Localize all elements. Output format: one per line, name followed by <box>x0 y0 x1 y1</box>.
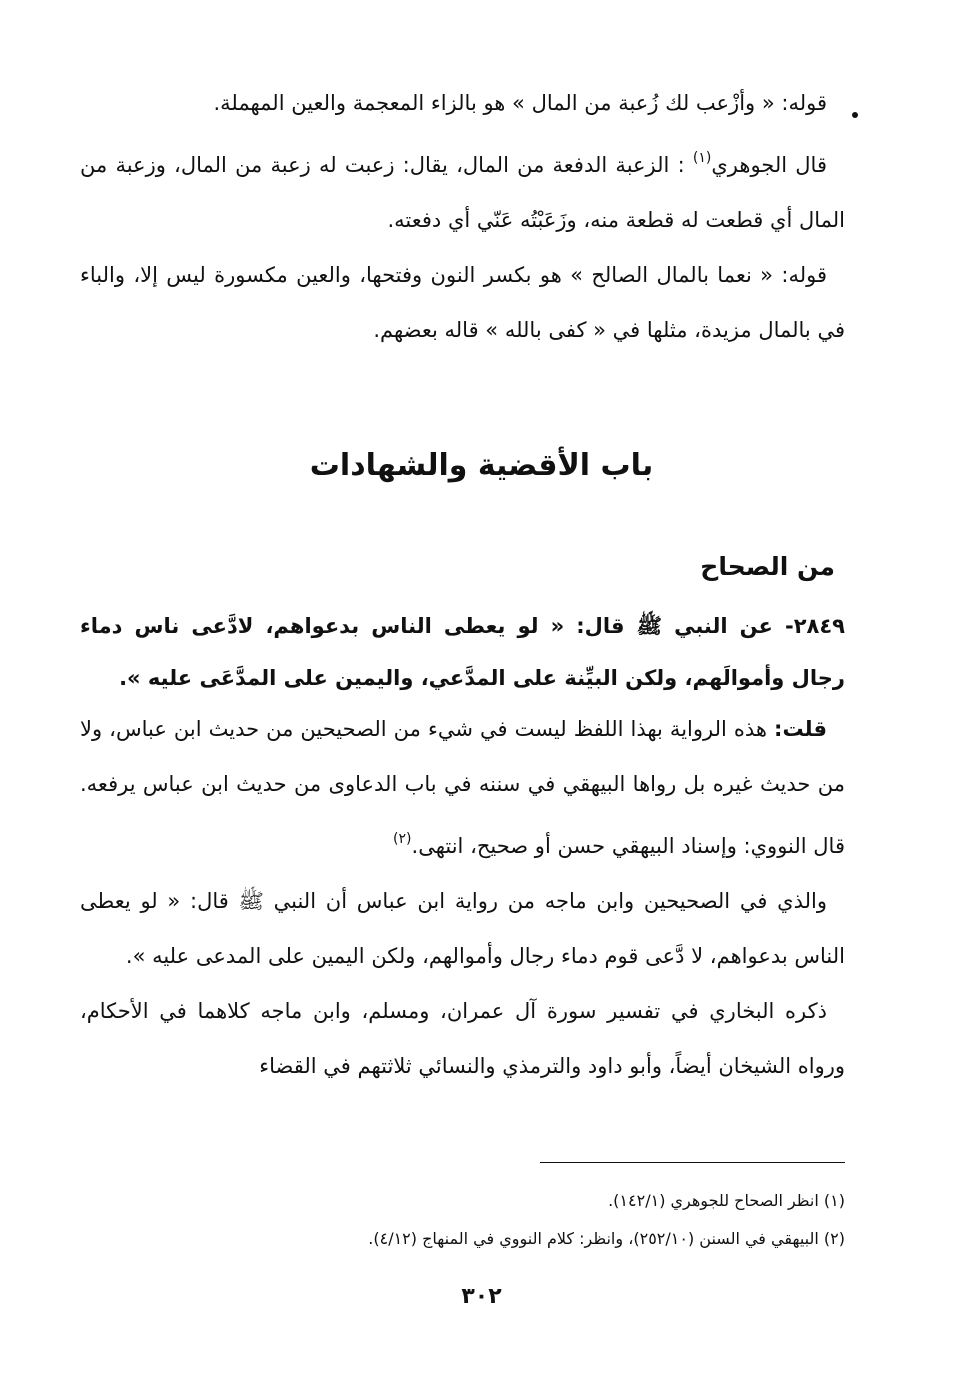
footnotes <box>80 1182 845 1258</box>
footnote-ref-1[interactable]: (١) <box>692 150 712 166</box>
note-line-3: قوله: « نعما بالمال الصالح » هو بكسر النون وفتحها، والعين مكسورة ليس إلا، والباء في بالمال مزيدة، مثلها في « كفى بالله » قاله بعضهم. <box>80 263 845 342</box>
commentary-para-3: ذكره البخاري في تفسير سورة آل عمران، ومسلم، وابن ماجه كلاهما في الأحكام، ورواه الشيخان أيضاً، وأبو داود والترمذي والنسائي ثلاثتهم في القضاء <box>80 999 845 1078</box>
commentary-para-1-text: هذه الرواية بهذا اللفظ ليست في شيء من الصحيحين من حديث ابن عباس، ولا من حديث غيره بل رواها البيهقي في سننه في باب الدعاوى من حديث ابن عباس يرفعه. قال النووي: وإسناد البيهقي حسن أو صحيح، انتهى. <box>80 717 845 858</box>
page-number: ٣٠٢ <box>461 1284 502 1309</box>
hadith-2849: ٢٨٤٩- عن النبي ﷺ قال: « لو يعطى الناس بدعواهم، لادَّعى ناس دماء رجال وأموالَهم، ولكن البيِّنة على المدَّعي، واليمين على المدَّعَى عليه ». <box>80 614 845 690</box>
note-line-2 <box>80 131 845 248</box>
footnote-2: (٢) البيهقي في السنن (٢٥٢/١٠)، وانظر: كلام النووي في المنهاج (٤/١٢). <box>368 1229 845 1248</box>
bullet-dot <box>852 112 858 118</box>
qult-label: قلت: <box>774 717 827 741</box>
commentary-para-2: والذي في الصحيحين وابن ماجه من رواية ابن عباس أن النبي ﷺ قال: « لو يعطى الناس بدعواهم، لا دَّعى قوم دماء رجال وأموالهم، ولكن اليمين على المدعى عليه ». <box>80 889 845 968</box>
note-line-1: قوله: « وأزْعب لك زُعبة من المال » هو بالزاء المعجمة والعين المهملة. <box>213 91 827 115</box>
top-notes <box>80 76 845 358</box>
note-line-2-start: قال الجوهري <box>711 153 827 177</box>
note-line-2-rest: : الزعبة الدفعة من المال، يقال: زعبت له زعبة من المال، وزعبة من المال أي قطعت له قطعة منه، وزَعَبْتُه عَنّي أي دفعته. <box>80 153 845 232</box>
footnote-1: (١) انظر الصحاح للجوهري (١٤٢/١). <box>608 1191 845 1210</box>
commentary-para-1 <box>80 702 845 874</box>
section-title: باب الأقضية والشهادات <box>309 448 654 483</box>
footnote-divider <box>540 1162 845 1163</box>
commentary <box>80 702 845 1094</box>
subheading: من الصحاح <box>700 552 835 581</box>
hadith-text <box>80 600 845 704</box>
footnote-ref-2[interactable]: (٢) <box>393 831 412 847</box>
